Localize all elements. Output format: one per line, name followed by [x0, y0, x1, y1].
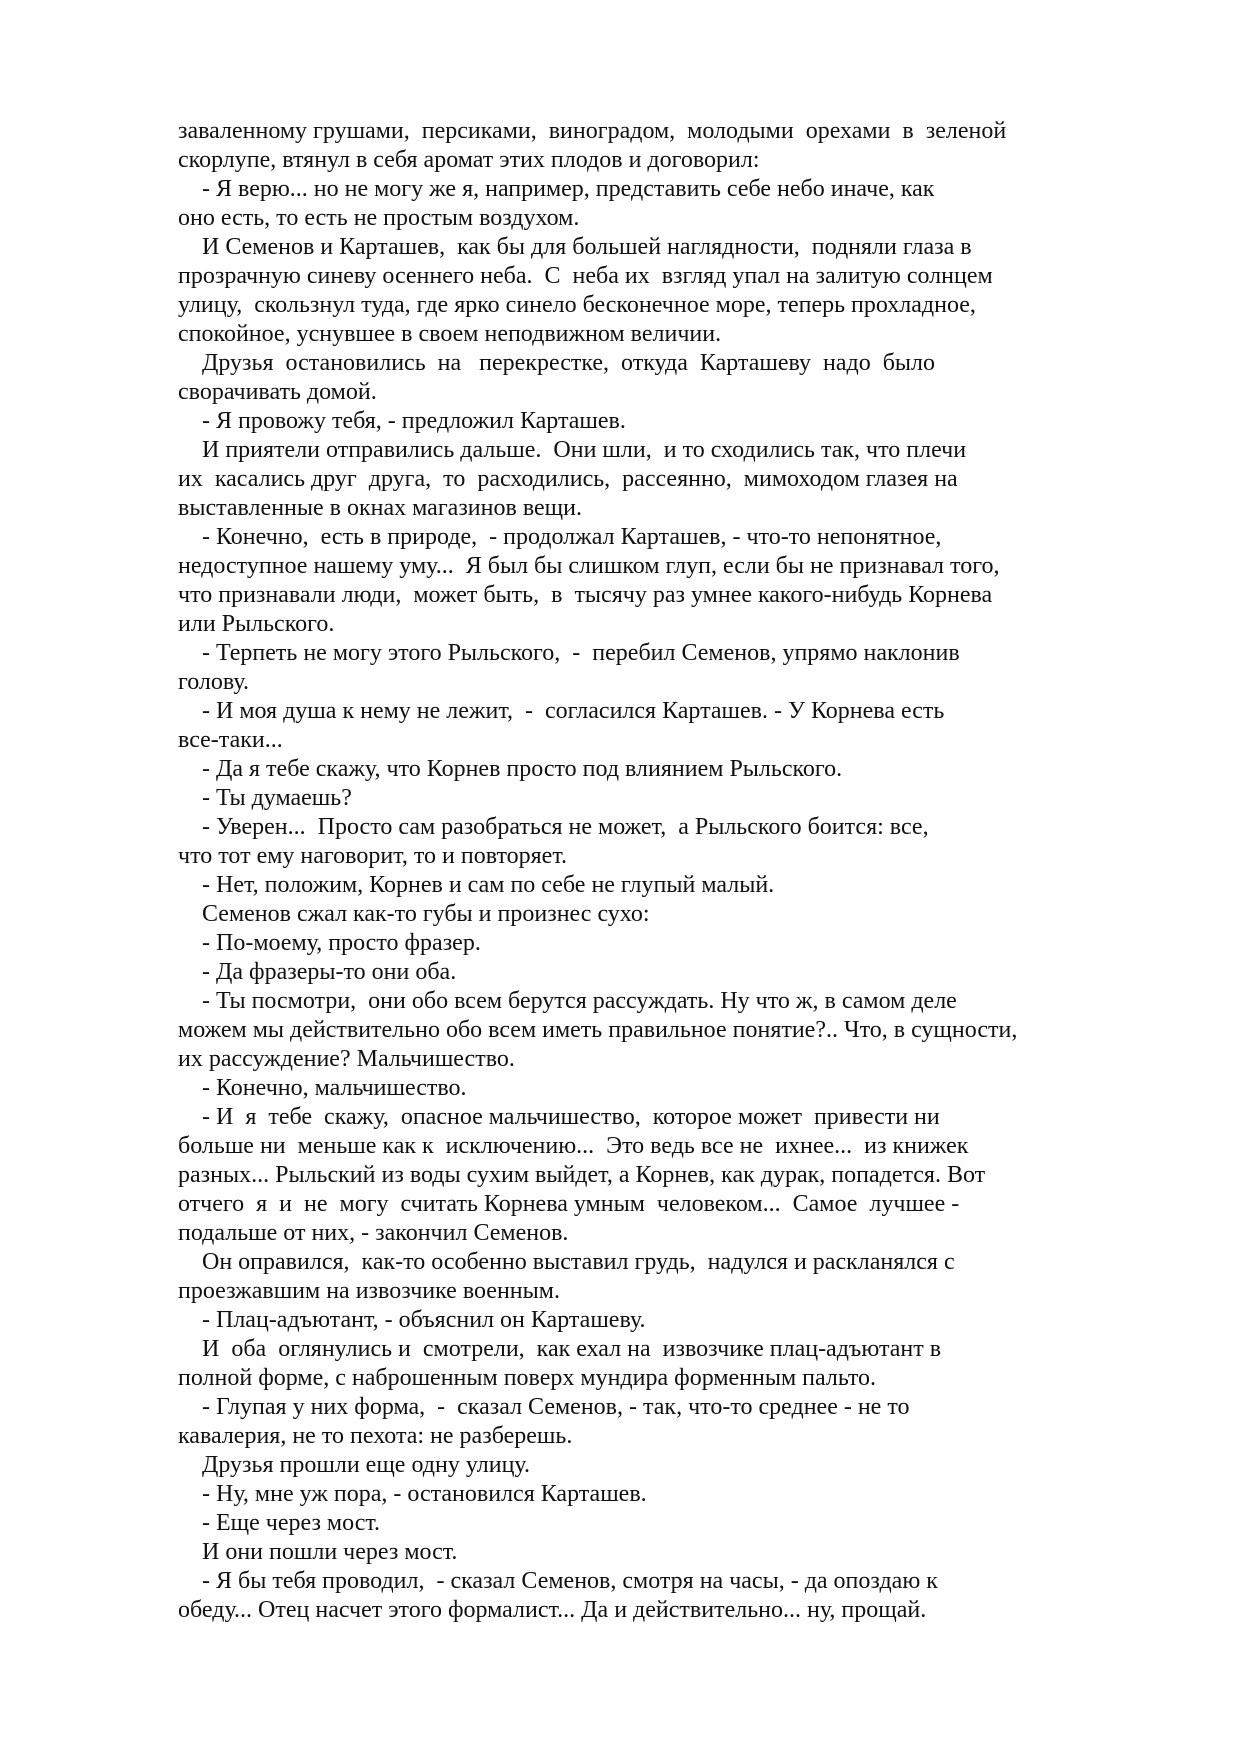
- text-line: - И я тебе скажу, опасное мальчишество, которое может привести ни: [178, 1104, 940, 1130]
- text-line: - Конечно, есть в природе, - продолжал Карташев, - что-то непонятное,: [178, 524, 942, 550]
- text-line: спокойное, уснувшее в своем неподвижном величии.: [178, 321, 722, 347]
- text-line: кавалерия, не то пехота: не разберешь.: [178, 1423, 573, 1449]
- text-line: - Да фразеры-то они оба.: [178, 959, 457, 985]
- text-line: - Ну, мне уж пора, - остановился Карташев.: [178, 1481, 647, 1507]
- text-line: - Уверен... Просто сам разобраться не может, а Рыльского боится: все,: [178, 814, 929, 840]
- text-line: их касались друг друга, то расходились, рассеянно, мимоходом глазея на: [178, 466, 958, 492]
- text-line: - Да я тебе скажу, что Корнев просто под влиянием Рыльского.: [178, 756, 843, 782]
- text-line: Он оправился, как-то особенно выставил грудь, надулся и раскланялся с: [178, 1249, 955, 1275]
- text-line: - Нет, положим, Корнев и сам по себе не глупый малый.: [178, 872, 775, 898]
- text-line: голову.: [178, 669, 250, 695]
- text-line: - Конечно, мальчишество.: [178, 1075, 467, 1101]
- text-line: - Глупая у них форма, - сказал Семенов, - так, что-то среднее - не то: [178, 1394, 910, 1420]
- text-line: - Еще через мост.: [178, 1510, 381, 1536]
- text-line: - Терпеть не могу этого Рыльского, - перебил Семенов, упрямо наклонив: [178, 640, 960, 666]
- text-line: - Плац-адъютант, - объяснил он Карташеву.: [178, 1307, 646, 1333]
- text-line: больше ни меньше как к исключению... Это ведь все не ихнее... из книжек: [178, 1133, 969, 1159]
- text-line: отчего я и не могу считать Корнева умным человеком... Самое лучшее -: [178, 1191, 960, 1217]
- text-line: проезжавшим на извозчике военным.: [178, 1278, 560, 1304]
- text-line: сворачивать домой.: [178, 379, 377, 405]
- text-line: Семенов сжал как-то губы и произнес сухо:: [178, 901, 650, 927]
- text-line: выставленные в окнах магазинов вещи.: [178, 495, 582, 521]
- text-line: - Ты посмотри, они обо всем берутся рассуждать. Ну что ж, в самом деле: [178, 988, 957, 1014]
- text-line: И оба оглянулись и смотрели, как ехал на извозчике плац-адъютант в: [178, 1336, 942, 1362]
- text-line: подальше от них, - закончил Семенов.: [178, 1220, 569, 1246]
- text-line: недоступное нашему уму... Я был бы слишком глуп, если бы не признавал того,: [178, 553, 1000, 579]
- text-line: их рассуждение? Мальчишество.: [178, 1046, 515, 1072]
- text-line: - По-моему, просто фразер.: [178, 930, 481, 956]
- text-line: полной форме, с наброшенным поверх мундира форменным пальто.: [178, 1365, 877, 1391]
- text-line: - Я бы тебя проводил, - сказал Семенов, смотря на часы, - да опоздаю к: [178, 1568, 938, 1594]
- body-text: [178, 117, 1078, 1625]
- text-line: Друзья остановились на перекрестке, откуда Карташеву надо было: [178, 350, 936, 376]
- text-line: - Я верю... но не могу же я, например, представить себе небо иначе, как: [178, 176, 935, 202]
- text-line: оно есть, то есть не простым воздухом.: [178, 205, 580, 231]
- text-line: или Рыльского.: [178, 611, 335, 637]
- text-line: разных... Рыльский из воды сухим выйдет, а Корнев, как дурак, попадется. Вот: [178, 1162, 986, 1188]
- text-line: что тот ему наговорит, то и повторяет.: [178, 843, 568, 869]
- text-line: - Ты думаешь?: [178, 785, 352, 811]
- text-line: - И моя душа к нему не лежит, - согласился Карташев. - У Корнева есть: [178, 698, 945, 724]
- text-line: - Я провожу тебя, - предложил Карташев.: [178, 408, 626, 434]
- text-line: И приятели отправились дальше. Они шли, и то сходились так, что плечи: [178, 437, 967, 463]
- text-line: И Семенов и Карташев, как бы для большей наглядности, подняли глаза в: [178, 234, 972, 260]
- text-line: И они пошли через мост.: [178, 1539, 458, 1565]
- text-line: заваленному грушами, персиками, виноградом, молодыми орехами в зеленой: [178, 118, 1007, 144]
- text-line: Друзья прошли еще одну улицу.: [178, 1452, 531, 1478]
- text-line: улицу, скользнул туда, где ярко синело бесконечное море, теперь прохладное,: [178, 292, 976, 318]
- text-line: обеду... Отец насчет этого формалист... Да и действительно... ну, прощай.: [178, 1597, 927, 1623]
- text-line: можем мы действительно обо всем иметь правильное понятие?.. Что, в сущности,: [178, 1017, 1018, 1043]
- text-line: прозрачную синеву осеннего неба. С неба их взгляд упал на залитую солнцем: [178, 263, 993, 289]
- text-line: скорлупе, втянул в себя аромат этих плодов и договорил:: [178, 147, 760, 173]
- text-line: что признавали люди, может быть, в тысячу раз умнее какого-нибудь Корнева: [178, 582, 993, 608]
- text-line: все-таки...: [178, 727, 283, 753]
